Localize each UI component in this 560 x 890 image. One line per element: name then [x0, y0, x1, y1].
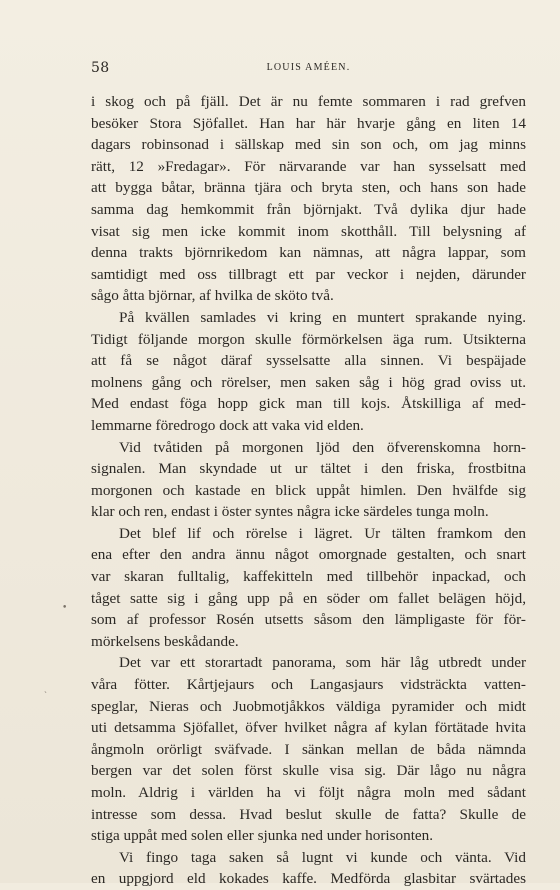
text-line: intresse som dessa. Hvad beslut skulle de fatta? Skulle de [91, 805, 526, 823]
margin-tick-mark: ˏ [44, 684, 47, 694]
text-line: som af professor Rosén utsetts såsom den lämpligaste för för- [91, 611, 526, 629]
text-line: Det var ett storartadt panorama, som här låg utbredt under [119, 654, 526, 672]
text-line: mörkelsens beskådande. [91, 632, 239, 650]
text-line: en uppgjord eld kokades kaffe. Medförda glasbitar svärtades [91, 870, 526, 888]
text-line: Tidigt följande morgon skulle förmörkelsen äga rum. Utsikterna [91, 330, 526, 348]
text-line: speglar, Nieras och Juobmotjåkkos väldiga pyramider och midt [91, 697, 526, 715]
text-line: bergen var det solen först skulle visa sig. Där lågo nu några [91, 762, 526, 780]
text-line: besöker Stora Sjöfallet. Han har här hvarje gång en liten 14 [91, 114, 526, 132]
text-line: samma dag hemkommit från björnjakt. Två dylika djur hade [91, 200, 526, 218]
text-line: denna trakts björnrikedom kan nämnas, att några lappar, som [91, 244, 526, 262]
text-line: i skog och på fjäll. Det är nu femte sommaren i rad grefven [91, 93, 526, 110]
text-line: dagars robinsonad i sällskap med sin son och, om jag minns [91, 136, 526, 154]
margin-dot-mark: • [62, 603, 68, 613]
text-line: På kvällen samlades vi kring en muntert sprakande nying. [119, 308, 526, 326]
text-line: rätt, 12 »Fredagar». För närvarande var han sysselsatt med [91, 157, 526, 175]
text-line: var skaran fulltalig, kaffekitteln med tillbehör inpackad, och [91, 568, 526, 586]
text-line: att bygga båtar, bränna tjära och bryta sten, och hans son hade [91, 179, 526, 197]
text-line: Vi fingo taga saken så lugnt vi kunde och vänta. Vid [119, 848, 526, 866]
text-line: lemmarne föredrogo dock att vaka vid elden. [91, 416, 364, 434]
text-line: Vid tvåtiden på morgonen ljöd den öfverenskomna horn- [119, 438, 526, 456]
page-number: 58 [91, 60, 110, 76]
text-line: ena efter den andra ännu något omorgnade gestalten, och snart [91, 546, 526, 564]
text-line: moln. Aldrig i världen ha vi följt några moln med sådant [91, 784, 526, 801]
body-text [91, 91, 526, 890]
text-line: sågo åtta björnar, af hvilka de sköto två. [91, 287, 334, 305]
text-line: molnens gång och rörelser, men saken såg i hög grad oviss ut. [91, 373, 526, 391]
text-line: visat sig men icke kommit inom skotthåll. Till belysning af [91, 222, 526, 240]
text-line: uti detsamma Sjöfallet, öfver hvilket några af kylan förtätade hvita [91, 719, 526, 737]
text-line: våra fötter. Kårtjejaurs och Langasjaurs vidsträckta vatten- [91, 676, 526, 694]
text-line: Det blef lif och rörelse i lägret. Ur tälten framkom den [119, 524, 526, 542]
text-line: att få se något däraf sysselsatte alla sinnen. Vi bespäjade [91, 352, 526, 370]
text-line: tåget satte sig i gång upp på en söder om fallet belägen höjd, [91, 589, 526, 607]
text-line: stiga uppåt med solen eller sjunka ned under horisonten. [91, 827, 434, 845]
text-line: ångmoln orörligt sväfvade. I sänkan mellan de båda nämnda [91, 740, 526, 758]
text-line: signalen. Man skyndade ut ur tältet i den friska, frostbitna [91, 460, 526, 478]
text-line: Med endast föga hopp gick man till kojs. Åtskilliga af med- [91, 395, 526, 413]
text-line: samtidigt med oss tillbragt ett par veckor i nejden, därunder [91, 265, 526, 283]
text-line: morgonen och kastade en blick uppåt himlen. Den hvälfde sig [91, 481, 526, 499]
text-line: klar och ren, endast i öster syntes några icke särdeles tunga moln. [91, 503, 489, 521]
running-head: LOUIS AMÉEN. [266, 62, 351, 73]
page-header [91, 60, 526, 82]
